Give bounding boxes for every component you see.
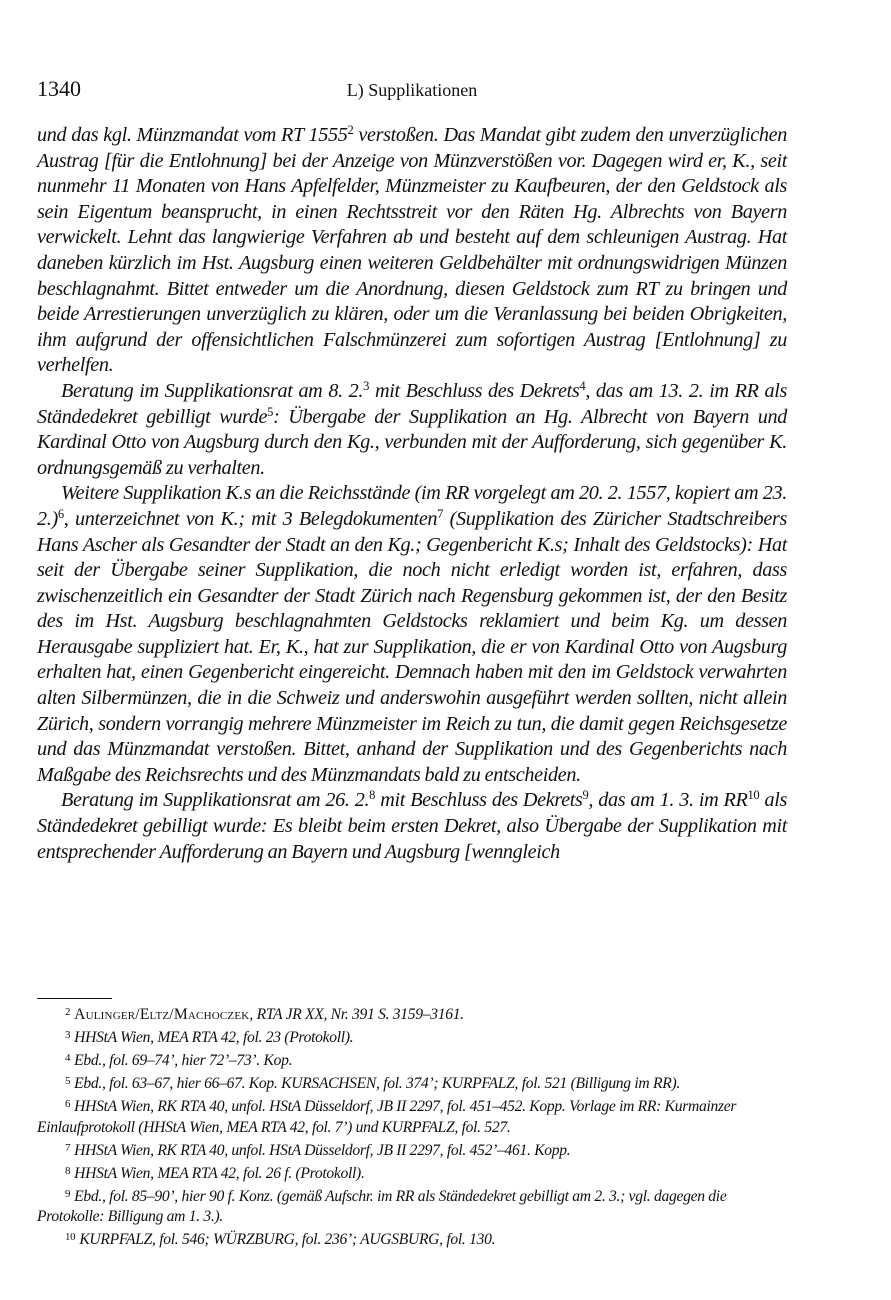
paragraph-1 [37,123,787,379]
text-run: verstoßen. Das Mandat gibt zudem den unverzüglichen Austrag [für die Entlohnung] bei der Anzeige von Münzverstößen vor. Dagegen wird er, K., seit nunmehr 11 Monaten von Hans Apfelfelder, Münzmeister zu Kaufbeuren, der den Geldstock als sein Eigentum beansprucht, in einen Rechtsstreit vor den Räten Hg. Albrechts von Bayern verwickelt. Lehnt das langwierige Verfahren ab und besteht auf dem schleunigen Austrag. Hat daneben kürzlich im Hst. Augsburg einen weiteren Geldbehälter mit ordnungswidrigen Münzen beschlagnahmt. Bittet entweder um die Anordnung, diesen Geldstock zum RT zu bringen und beide Arrestierungen unverzüglich zu klären, oder um die Veranlassung bei beiden Obrigkeiten, ihm aufgrund der offensichtlichen Falschmünzerei zum sofortigen Austrag [Entlohnung] zu verhelfen. [37,124,787,377]
text-run: und das kgl. Münzmandat vom RT 1555 [37,124,348,146]
author-names: Aulinger/Eltz/Machoczek [74,1005,250,1023]
text-run: : Übergabe der Supplikation an Hg. Albrecht von Bayern und Kardinal Otto von Augsburg durch den Kg., verbunden mit der Aufforderung, sich gegenüber K. ordnungsgemäß zu verhalten. [37,405,787,479]
footnote-number: 10 [65,1231,76,1244]
page-number: 1340 [37,76,81,101]
text-run: , das am 1. 3. im RR [588,789,748,812]
footnote [37,1002,787,1025]
footnote-ref[interactable]: 2 [347,123,354,138]
footnote [37,1227,787,1250]
footnote-number: 6 [65,1098,71,1111]
text-run: , das am 13. 2. im RR als Ständedekret gebilligt wurde [37,379,787,428]
footnote-text: , RTA JR XX, Nr. 391 S. 3159–3161. [249,1005,464,1023]
footnote-number: 8 [65,1164,71,1177]
footnote-ref[interactable]: 7 [437,507,444,522]
paragraph-4 [37,788,787,865]
footnote-number: 4 [65,1052,71,1065]
text-run: (Supplikation des Züricher Stadtschreibers Hans Ascher als Gesandter der Stadt an den Kg.; Gegenbericht K.s; Inhalt des Geldstocks): Hat seit der Übergabe seiner Supplikation, die noch nicht erledigt worden ist, erfahren, dass zwischenzeitlich ein Gesandter der Stadt Zürich nach Regensburg gekommen ist, der den Besitz des im Hst. Augsburg beschlagnahmten Geldstocks reklamiert und beim Kg. um dessen Herausgabe suppliziert hat. Er, K., hat zur Supplikation, die er von Kardinal Otto von Augsburg erhalten hat, einen Gegenbericht eingereicht. Demnach haben mit den im Geldstock verwahrten alten Silbermünzen, die in die Schweiz und anderswohin ausgeführt werden sollten, nicht allein Zürich, sondern vorrangig mehrere Münzmeister im Reich zu tun, die damit gegen Reichsgesetze und das Münzmandat verstoßen. Bittet, anhand der Supplikation und des Gegenberichts nach Maßgabe des Reichsrechts und des Münzmandats bald zu entscheiden. [37,507,787,786]
main-text [37,123,787,865]
footnote-ref[interactable]: 8 [369,788,376,803]
text-run: Beratung im Supplikationsrat am 26. 2. [61,789,370,812]
paragraph-2 [37,379,787,481]
footnote-text: Ebd., fol. 63–67, hier 66–67. Kop. KURSACHSEN, fol. 374’; KURPFALZ, fol. 521 (Billigung im RR). [74,1075,680,1093]
footnote [37,1094,787,1137]
footnote-number: 7 [65,1141,71,1154]
footnote-text: KURPFALZ, fol. 546; WÜRZBURG, fol. 236’; AUGSBURG, fol. 130. [79,1231,496,1249]
footnote-text: HHStA Wien, RK RTA 40, unfol. HStA Düsseldorf, JB II 2297, fol. 452’–461. Kopp. [74,1141,571,1159]
paragraph-3 [37,481,787,788]
footnote-text: HHStA Wien, MEA RTA 42, fol. 23 (Protokoll). [74,1028,354,1046]
footnote-text: Ebd., fol. 69–74’, hier 72’–73’. Kop. [74,1052,293,1070]
footnote-number: 5 [65,1075,71,1088]
page-header [37,76,787,106]
footnote-ref[interactable]: 10 [747,788,760,803]
footnote [37,1138,787,1161]
footnote [37,1184,787,1227]
running-head: L) Supplikationen [346,80,478,100]
footnote [37,1025,787,1048]
footnote-number: 3 [65,1029,71,1042]
text-run: , unterzeichnet von K.; mit 3 Belegdokumenten [63,507,438,530]
text-run: mit Beschluss des Dekrets [369,379,580,402]
footnote-ref[interactable]: 3 [363,379,370,394]
footnote-ref[interactable]: 9 [582,788,589,803]
footnote [37,1161,787,1184]
footnote [37,1071,787,1094]
footnote [37,1048,787,1071]
footnote-text: Ebd., fol. 85–90’, hier 90 f. Konz. (gemäß Aufschr. im RR als Ständedekret gebilligt am 2. 3.; vgl. dagegen die Protokolle: Billigung am 1. 3.). [37,1187,727,1226]
text-run: Beratung im Supplikationsrat am 8. 2. [61,379,364,402]
footnote-text: HHStA Wien, MEA RTA 42, fol. 26 f. (Protokoll). [74,1164,365,1182]
footnote-number: 9 [65,1188,71,1201]
footnote-ref[interactable]: 6 [57,507,64,522]
text-run: als Ständedekret gebilligt wurde: Es bleibt beim ersten Dekret, also Übergabe der Supplikation mit entsprechender Aufforderung an Bayern und Augsburg [wenngleich [37,789,787,863]
text-run: Weitere Supplikation K.s an die Reichsstände (im RR vorgelegt am 20. 2. 1557, kopiert am 23. 2.) [37,482,787,530]
footnote-text: HHStA Wien, RK RTA 40, unfol. HStA Düsseldorf, JB II 2297, fol. 451–452. Kopp. Vorlage im RR: Kurmainzer Einlaufprotokoll (HHStA Wien, MEA RTA 42, fol. 7’) und KURPFALZ, fol. 527. [37,1098,737,1136]
footnote-ref[interactable]: 4 [579,379,586,394]
footnote-ref[interactable]: 5 [267,404,274,419]
text-run: mit Beschluss des Dekrets [375,789,583,812]
footnote-divider [37,998,112,999]
footnote-number: 2 [65,1006,71,1018]
footnotes [37,1002,787,1251]
